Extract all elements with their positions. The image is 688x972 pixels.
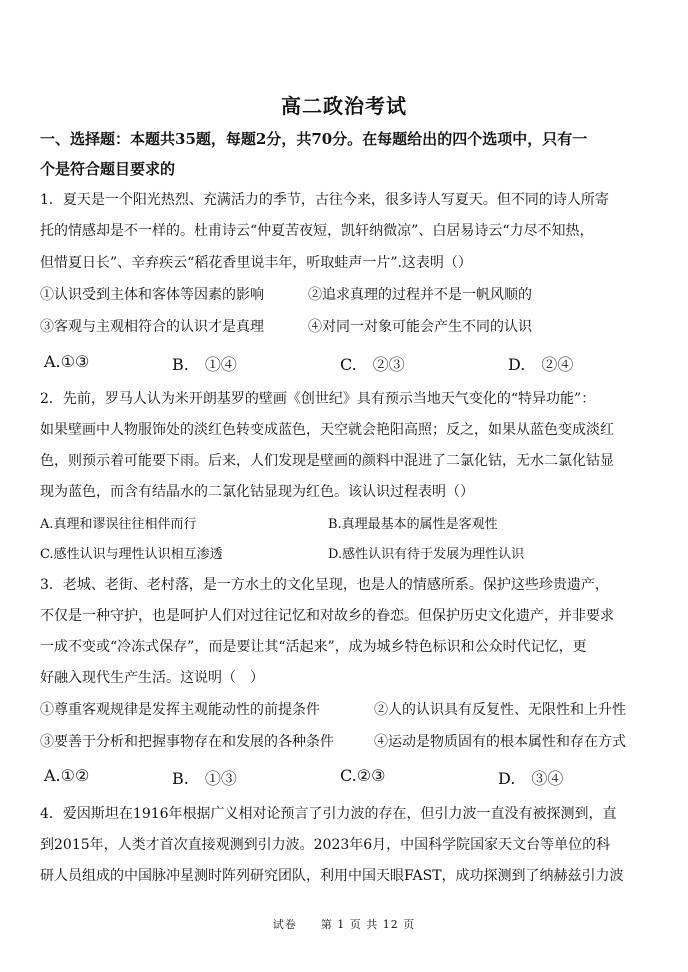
question-4-line-2: 到2015年，人类才首次直接观测到引力波。2023年6月，中国科学院国家天文台等单位的科 — [40, 837, 611, 853]
section-heading-line-1: 一、选择题：本题共35题，每题2分，共70分。在每题给出的四个选项中，只有一 — [40, 130, 588, 148]
question-1-choice-a[interactable]: A.①③ — [44, 352, 90, 371]
page-footer: 试卷 第 1 页 共 12 页 — [272, 918, 416, 931]
question-3-line-2: 不仅是一种守护，也是呵护人们对过往记忆和对故乡的眷恋。但保护历史文化遗产，并非要求 — [40, 608, 614, 624]
question-2-option-c[interactable]: C.感性认识与理性认识相互渗透 — [40, 547, 223, 562]
question-1-statement-4: ④对同一对象可能会产生不同的认识 — [308, 319, 532, 335]
question-3-line-3: 一成不变或“冷冻式保存”，而是要让其“活起来”，成为城乡特色标识和公众时代记忆，更 — [40, 639, 587, 655]
question-3-line-4: 好融入现代生产生活。这说明（ ） — [40, 670, 264, 686]
question-3-statement-1: ①尊重客观规律是发挥主观能动性的前提条件 — [40, 702, 320, 718]
question-1-line-1: 1．夏天是一个阳光热烈、充满活力的季节，古往今来，很多诗人写夏天。但不同的诗人所寄 — [40, 192, 609, 208]
question-1-statement-3: ③客观与主观相符合的认识才是真理 — [40, 319, 264, 335]
question-1-line-3: 但惜夏日长”、辛弃疾云“稻花香里说丰年，听取蛙声一片”.这表明（） — [40, 255, 472, 271]
question-1-statement-1: ①认识受到主体和客体等因素的影响 — [40, 287, 264, 303]
question-1-choice-c[interactable]: C. ②③ — [340, 355, 405, 374]
page-title: 高二政治考试 — [281, 94, 407, 118]
section-heading-line-2: 个是符合题目要求的 — [40, 160, 176, 178]
question-1-statement-2: ②追求真理的过程并不是一帆风顺的 — [308, 287, 532, 303]
question-4-line-3: 研人员组成的中国脉冲星测时阵列研究团队，利用中国天眼FAST，成功探测到了纳赫兹引力波 — [40, 868, 624, 884]
question-2-option-b[interactable]: B.真理最基本的属性是客观性 — [328, 517, 498, 532]
question-1-choice-d[interactable]: D. ②④ — [508, 355, 574, 374]
question-2-option-d[interactable]: D.感性认识有待于发展为理性认识 — [328, 547, 525, 562]
question-3-choice-d[interactable]: D. ③④ — [498, 769, 564, 788]
question-1-line-2: 托的情感却是不一样的。杜甫诗云“仲夏苦夜短，凯轩纳微凉”、白居易诗云“力尽不知热， — [40, 223, 594, 239]
question-3-choice-a[interactable]: A.①② — [44, 766, 90, 785]
question-3-choice-b[interactable]: B. ①③ — [172, 769, 237, 788]
question-2-line-1: 2．先前，罗马人认为米开朗基罗的壁画《创世纪》具有预示当地天气变化的“特异功能”： — [40, 391, 596, 407]
question-4-line-1: 4．爱因斯坦在1916年根据广义相对论预言了引力波的存在，但引力波一直没有被探测到，直 — [40, 806, 617, 822]
question-3-statement-4: ④运动是物质固有的根本属性和存在方式 — [374, 734, 626, 750]
question-3-line-1: 3．老城、老街、老村落，是一方水土的文化呈现，也是人的情感所系。保护这些珍贵遗产， — [40, 577, 609, 593]
question-1-choice-b[interactable]: B. ①④ — [172, 355, 237, 374]
question-2-line-2: 如果壁画中人物服饰处的淡红色转变成蓝色，天空就会艳阳高照；反之，如果从蓝色变成淡红 — [40, 422, 614, 438]
question-3-statement-3: ③要善于分析和把握事物存在和发展的各种条件 — [40, 734, 334, 750]
question-2-option-a[interactable]: A.真理和谬误往往相伴而行 — [40, 517, 197, 532]
question-2-line-4: 现为蓝色，而含有结晶水的二氯化钴显现为红色。该认识过程表明（） — [40, 484, 474, 500]
question-3-statement-2: ②人的认识具有反复性、无限性和上升性 — [374, 702, 626, 718]
question-2-line-3: 色，则预示着可能要下雨。后来，人们发现是壁画的颜料中混进了二氯化钴，无水二氯化钴显 — [40, 453, 614, 469]
question-3-choice-c[interactable]: C.②③ — [340, 766, 386, 785]
